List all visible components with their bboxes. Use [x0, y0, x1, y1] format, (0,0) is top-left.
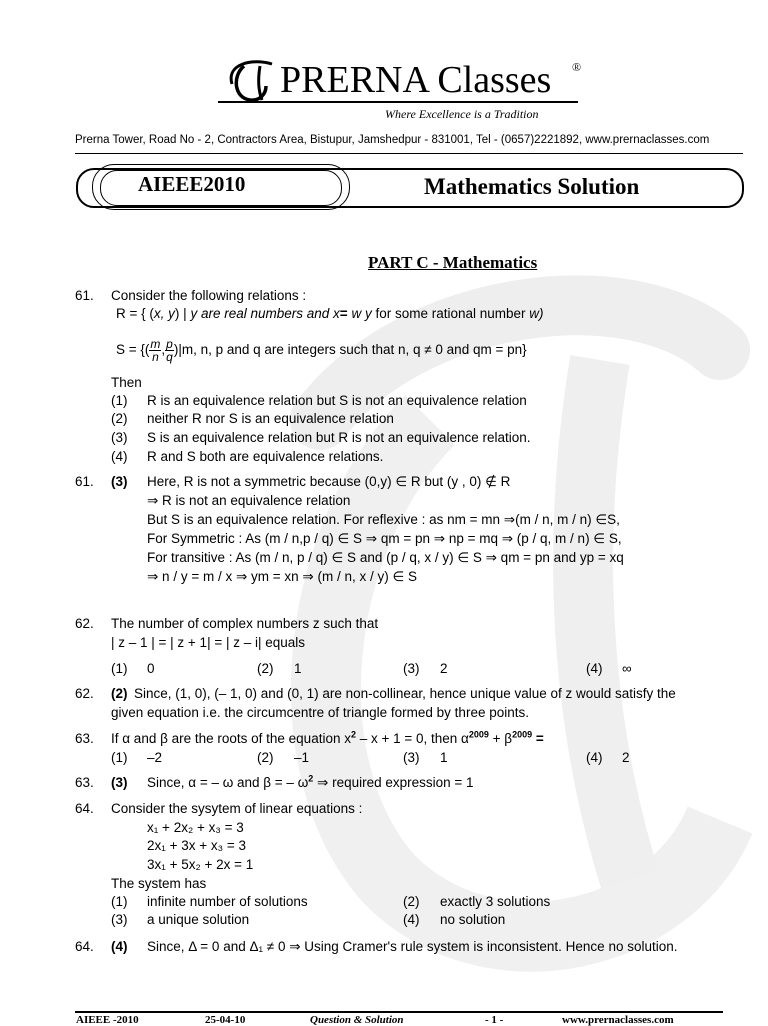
option-text: S is an equivalence relation but R is not an equivalence relation. — [147, 430, 531, 445]
option-number: (2) — [257, 750, 274, 765]
option-number: (4) — [111, 449, 128, 464]
option-number: (1) — [111, 393, 128, 408]
option-text: no solution — [440, 912, 506, 927]
solution-line: Since, α = – ω and β = – $\omega^2$ ⇒ required expression = 1 — [147, 773, 474, 790]
answer-number: 63. — [75, 775, 94, 790]
solution-line: Here, R is not a symmetric because (0,y) ∈ R but (y , 0) ∉ R — [147, 474, 511, 489]
address-line: Prerna Tower, Road No - 2, Contractors Area, Bistupur, Jamshedpur - 831001, Tel - (0657)2221892, www.prernaclasses.com — [75, 134, 710, 146]
footer-exam: AIEEE -2010 — [76, 1014, 139, 1026]
solution-line: given equation i.e. the circumcentre of triangle formed by three points. — [111, 705, 529, 720]
question-stem: Consider the following relations : — [111, 288, 307, 303]
solution-line: For transitive : As (m / n, p / q) ∈ S and (p / q, x / y) ∈ S ⇒ qm = pn and yp = xq — [147, 550, 624, 565]
registered-mark: ® — [572, 60, 582, 74]
option-text: –1 — [294, 750, 310, 765]
pi-logo-icon — [222, 54, 282, 104]
system-label: The system has — [111, 876, 207, 891]
part-title: PART C - Mathematics — [368, 253, 538, 272]
option-text: R is an equivalence relation but S is not an equivalence relation — [147, 393, 527, 408]
solution-line: Since, (1, 0), (– 1, 0) and (0, 1) are non-collinear, hence unique value of z would satisfy the — [134, 686, 676, 701]
question-stem: Consider the sysytem of linear equations : — [111, 801, 363, 816]
answer-number: 64. — [75, 939, 94, 954]
answer-choice: (3) — [111, 775, 128, 790]
equation-line: x₁ + 2x₂ + x₃ = 3 — [147, 820, 244, 835]
solution-line: ⇒ n / y = m / x ⇒ ym = xn ⇒ (m / n, x / y) ∈ S — [147, 569, 417, 584]
option-text: –2 — [147, 750, 163, 765]
answer-choice: (4) — [111, 939, 128, 954]
option-number: (3) — [111, 430, 128, 445]
option-text: 1 — [440, 750, 448, 765]
answer-choice: (2) — [111, 686, 128, 701]
equation-line: 3x₁ + 5x₂ + 2x = 1 — [147, 857, 254, 872]
tagline: Where Excellence is a Tradition — [385, 107, 539, 121]
address-rule — [75, 153, 743, 154]
exam-label: AIEEE2010 — [138, 172, 246, 196]
option-number: (2) — [403, 894, 420, 909]
header-rule — [218, 101, 578, 103]
solution-line: But S is an equivalence relation. For reflexive : as nm = mn ⇒(m / n, m / n) ∈S, — [147, 512, 620, 527]
option-text: 0 — [147, 661, 155, 676]
option-number: (1) — [111, 894, 128, 909]
question-number: 63. — [75, 731, 94, 746]
question-number: 64. — [75, 801, 94, 816]
option-number: (1) — [111, 750, 128, 765]
option-text: ∞ — [622, 661, 632, 676]
doc-title: Mathematics Solution — [424, 174, 640, 199]
solution-line: Since, Δ = 0 and Δ₁ ≠ 0 ⇒ Using Cramer's rule system is inconsistent. Hence no solution. — [147, 939, 678, 954]
option-text: a unique solution — [147, 912, 250, 927]
option-number: (2) — [257, 661, 274, 676]
option-number: (4) — [586, 750, 603, 765]
footer-date: 25-04-10 — [205, 1014, 246, 1026]
equation-line: 2x₁ + 3x + x₃ = 3 — [147, 838, 246, 853]
option-text: neither R nor S is an equivalence relation — [147, 411, 394, 426]
option-text: 2 — [440, 661, 448, 676]
then-label: Then — [111, 375, 142, 390]
question-stem: If α and β are the roots of the equation $x^2 - x + 1 = 0$, then $\alpha^{2009} + \beta^{2009}$ = — [111, 729, 544, 746]
option-number: (3) — [403, 750, 420, 765]
relation-r-definition: R = { (x, y) | y are real numbers and x= w y for some rational number w) — [116, 306, 544, 321]
question-number: 61. — [75, 288, 94, 303]
brand-name: PRERNA Classes — [280, 59, 552, 101]
footer-site: www.prernaclasses.com — [562, 1014, 674, 1026]
option-number: (2) — [111, 411, 128, 426]
answer-choice: (3) — [111, 474, 128, 489]
solution-line: ⇒ R is not an equivalence relation — [147, 493, 351, 508]
option-text: exactly 3 solutions — [440, 894, 551, 909]
option-number: (1) — [111, 661, 128, 676]
option-text: 2 — [622, 750, 630, 765]
option-number: (3) — [111, 912, 128, 927]
answer-number: 62. — [75, 686, 94, 701]
option-text: infinite number of solutions — [147, 894, 308, 909]
footer-type: Question & Solution — [310, 1014, 404, 1026]
question-number: 62. — [75, 616, 94, 631]
question-stem: The number of complex numbers z such that — [111, 616, 379, 631]
answer-number: 61. — [75, 474, 94, 489]
option-text: R and S both are equivalence relations. — [147, 449, 384, 464]
option-text: 1 — [294, 661, 302, 676]
solution-line: For Symmetric : As (m / n,p / q) ∈ S ⇒ qm = pn ⇒ np = mq ⇒ (p / q, m / n) ∈ S, — [147, 531, 622, 546]
relation-s-definition: S = {( $\frac{m}{n}$ , $\frac{p}{q}$ )|m, n, p and q are integers such that n, q ≠ 0 and qm = pn} — [116, 336, 527, 364]
option-number: (4) — [586, 661, 603, 676]
option-number: (4) — [403, 912, 420, 927]
question-stem: | z – 1 | = | z + 1| = | z – i| equals — [111, 635, 306, 650]
footer-rule — [75, 1011, 723, 1013]
page-number: - 1 - — [485, 1014, 504, 1026]
option-number: (3) — [403, 661, 420, 676]
